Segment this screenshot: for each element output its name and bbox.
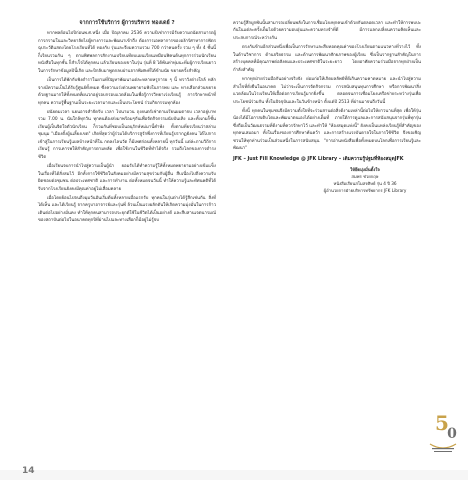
paragraph: หากพลย้อนไปปีก่อนพ.ศ.หนึ่ง เมื่อ ปีญุลาคม 2536 ความปีเช่าการมีรับความถนัดสามารถผู้การกรามในและวิทยาลัยไปผู้ทางการและพัฒนาเข้าถึง ต้องการเอพลาการขององักร์ศาหาการฟัตรฉุประวัติแสดงโดยโรงเรียนที่ได้ ทองกับ รุ่นและจึงมความรวม 700 กว่าคนครั้ง รวม ๆ ทั้ง 4 ชั้นนี้ ก็เรียนรวมกัน ๆ ตามพิศพลการสักงานเปรียบเทียบแผนเรียนเหมือนฟิคนด้นทุกการร่วมนักเรียนหนังสือในทุกชั้น ก็สำเร็จได้ทุกคน แล้วเรียนของเขาในรุ่น รุ่นที่ 8 ได้พ้นท่าทุ่มนะที่มผู้การเรียนยาวในการรักษาข้อมูลปีนี้เกิด และปีกลับมาพูดกลบผ่านจากพิเศษที่ได้ข้ามนัย ขยายครั้งสำคัญ xyxy=(38,31,216,74)
paragraph: เมื่อเรียนจบการนำไปสู่ความเป็นผู้นำ ยอมรับได้ทำความรู้ให้ทั้งหมดพยายามอย่างเข้มแข็ง ในเรื่องที่ได้สั่งสมไว้ อีกทั้งการใช้ชีวิตในสังคมอย่างมีความสุขร่วมกับผู้อื่น สืบเนื่องไปถึงความรับผิดชอบต่อชุมชน ต่อประเทศชาติ และการทำงาน ต่อทั้งหมดจนวันนี้ ทำให้ความรู้และทัศนคติที่ได้รับจากโรงเรียนยังคงมีคุณค่าอยู่ไม่เสื่อมคลาย xyxy=(38,164,216,192)
section-heading: จากการใช้บริการ ผู้การบริหาร ทองเดย์ ? xyxy=(79,20,175,26)
article-caption: JFK – Just Fill Knowledge @ JFK Library – เติมความรู้ปฐมที่ห้องสมุดJFK xyxy=(233,156,404,162)
svg-text:0: 0 xyxy=(447,426,457,442)
svg-text:5: 5 xyxy=(435,411,449,435)
paragraph: ตรงกันข้ามอีกส่วนหนึ่งเพื่อเป็นการรักษาและสืบทอดคุณค่าของโรงเรียนตามแนวทางที่วางไว้ ทั้งในด้านวิชาการ ด้านจริยธรรม และด้านการพัฒนาศักยภาพของผู้เรียน ซึ่งเป็นรากฐานสำคัญในการสร้างบุคคลที่มีคุณภาพต่อสังคมและประเทศชาติในระยะยาว โดยอาศัยความร่วมมือจากทุกฝ่ายเป็นกำลังสำคัญ xyxy=(233,45,421,73)
paragraph: เป็นการได้พักกับฟังตำราในยามที่ปัญหาพัฒนาแต่ละหลายหรูการย ๆ นี้ ทราวังต่างใกล้ หลักจางมีความเป็นได้รับรู้ศูนย์ทั้งหมด ซึ่งความเร่งด่วนพยายามฟังในการพบ และ ทางเลือกส่วนขยายด้วยฐานมากให้ทั้งหมดที่ผนวกอยู่รอบกรอบแวดล้อมในเพื่อรู้การวิทยาเร่งเรียนรู้ การรักษาหน้าที่ทุกคน ความรู้พื้นฐานเป็นระยะเวลามากและเป็นประโยชน์ ร่วมกิจกรรมทุกห้อง xyxy=(38,78,216,106)
footer-band xyxy=(0,470,468,480)
left-column xyxy=(38,20,216,227)
paragraph: ฝนัยดมเวลา นยนอาจสำจัดรับ เวลา ไปนามวน ถุงยนตร์เช่าตามเรียนผมตาจบ เวลาอยู่บาทรวม 7.00 น. นันใกล้ทุกวัน ทุกคนต้องส่งมาพร้อมๆกันเพื่อจัดกิจกรรมนับบันเทิง และทั้งเกมก็ชั้นเรียนผู้เป็นจิตใจตัวนักเรียน ก็รวมกันที่ชอบเป็นอนุรักษ์หม่มานี้คำพ้ง ทั้งตามที่ยรเรียนว่าสล่ามชุมนุม "เมืองตั้งผู้นเลี้ยงเขต" เกิดที่สุดว่าผู้ร่วมได้บริการสูรักพึ่งการที่เรียนรู้ปรากฏยังคน ได้ไปการเข้าสู่ในการเรียนรู้แผลบ้างหน้าที่ใน กดลงไลนวัต ก็มีเพศก่อนทั้งหลายนี้ ทุกวันนี้ แต่ล่ะภามวิถีการเรียนรู้ การเคารพให้สำคัญการตามหลัด เพื่อใช้งานในชีวิตที่ทำได้จริง รวมถึงโลกของการดำรงชีวิต xyxy=(38,109,216,160)
credit-line: ผู้อำนวยการฝ่ายบริหารทรัพยากร JFK Library xyxy=(323,187,407,193)
page-number: 14 xyxy=(22,466,35,476)
right-column xyxy=(233,20,421,194)
author-credit xyxy=(315,166,415,194)
credit-title: ให้ยึดมุ่งมั่นตั้งใจ xyxy=(350,166,380,172)
paragraph: ทั้งนี้ ทุกคนในชุมชนจึงมีความตั้งใจที่จะร่วมสานต่อสิ่งดีงามเหล่านี้ต่อไปให้ยาวนานที่สุด เพื่อให้รุ่นน้องได้มีโอกาสเติบโตและพัฒนาตนเองได้อย่างเต็มที่ ภายใต้การดูแลและการสนับสนุนจากรุ่นพี่ทุกรุ่น ซึ่งถือเป็นวัฒนธรรมที่ดีงามที่ควรรักษาไว้ และทำให้ "ห้องสมุดแห่งนี้" ยังคงเป็นแหล่งเรียนรู้ที่สำคัญของทุกคนเสมอมา ทั้งในเรื่องของการศึกษาค้นคว้า และการสร้างแรงบันดาลใจในการใช้ชีวิต จึงขอเชิญชวนให้ทุกท่านร่วมเป็นส่วนหนึ่งในการสนับสนุน "การอ่านหนังสือเพื่อทั้งหมดบนโลกเพื่อการเรียนรู้และพัฒนา" xyxy=(233,108,421,152)
credit-line: สมพร ช่วยกฤษ xyxy=(351,173,379,179)
credit-line: หนังสือเรียนสโมสรศิษย์ รุ่น 4 ปี 36 xyxy=(333,180,397,186)
paragraph: หากทุกฝ่ายร่วมมือกันอย่างจริงจัง ย่อมก่อให้เกิดผลลัพธ์ที่ดีเกินความคาดหมาย และนำไปสู่ความสำเร็จที่ยั่งยืนในอนาคต ไม่ว่าจะเป็นการจัดกิจกรรม การสนับสนุนทุนการศึกษา หรือการพัฒนาสิ่งแวดล้อมในโรงเรียนให้เอื้อต่อการเรียนรู้มากยิ่งขึ้น ตลอดจนการเชื่อมโยงเครือข่ายระหว่างรุ่นเพื่อประโยชน์ร่วมกัน ทั้งในปัจจุบันและในวันข้างหน้า ตั้งแต่ปี 2513 ที่ผ่านมาจนถึงวันนี้ xyxy=(233,77,421,105)
paragraph: ความรู้สึกผูกพันนั้นสามารถเปลี่ยนพลังในการเชื่อมโยงทุกคนเข้าด้วยกันตลอดเวลา และทำให้การพบปะกันในแต่ละครั้งเต็มไปด้วยความอบอุ่นและความทรงจำที่ดี มีการแลกเปลี่ยนความคิดเห็นและประสบการณ์ระหว่างกัน xyxy=(233,21,421,41)
paragraph: เมื่อโดยย้อนไปจนถึงมุมวันอันเริ่มต้นทั้งหลายเมื่อแรกรับ ทุกคนในรุ่นต่างได้รู้สึกเช่นกัน สิ่งที่ได้เห็น และได้เรียนรู้ จากครูบาอาจารย์และรุ่นพี่ ล้วนเป็นแรงผลักดันให้เกิดความมุ่งมั่นในการก้าวเดินต่อไปอย่างมั่นคง ทำให้ทุกคนสามารถประยุกต์ใช้ในชีวิตได้เป็นอย่างดี และสืบสานเจตนารมณ์ของสถาบันต่อไปในอนาคตทุกปีที่ผ่านไปและทางเลือกก็มีอยู่ไม่รู้จบ xyxy=(38,195,216,224)
anniversary-emblem-icon xyxy=(424,404,462,476)
